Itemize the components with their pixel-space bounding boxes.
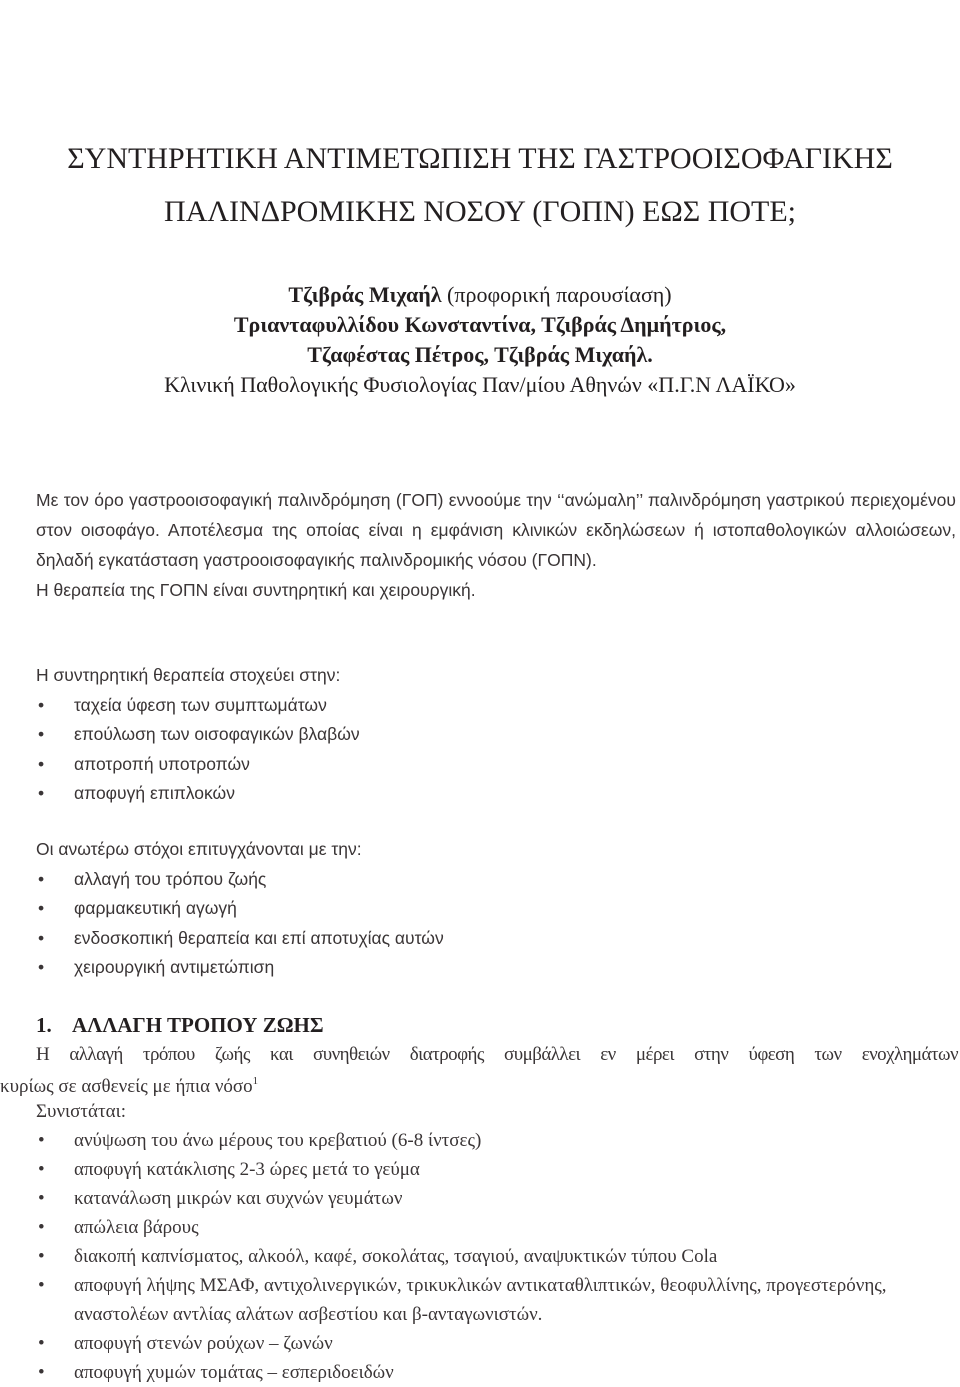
section-1-heading: ΑΛΛΑΓΗ ΤΡΟΠΟΥ ΖΩΗΣ — [72, 1013, 324, 1037]
title-line-1: ΣΥΝΤΗΡΗΤΙΚΗ ΑΝΤΙΜΕΤΩΠΙΣΗ ΤΗΣ ΓΑΣΤΡΟΟΙΣΟΦΑΓΙΚΗΣ — [67, 142, 893, 175]
footnote-marker: 1 — [252, 1075, 259, 1087]
list-item: • αποτροπή υποτροπών — [36, 750, 956, 780]
section-1-text-line-2: κυρίως σε ασθενείς με ήπια νόσο$^1$ — [0, 1075, 259, 1097]
recommendations-list — [36, 1126, 956, 1387]
authors-line-3: Τζαφέστας Πέτρος, Τζιβράς Μιχαήλ. — [307, 342, 653, 367]
presenter-name: Τζιβράς Μιχαήλ — [288, 282, 442, 307]
recommendations-section — [36, 1097, 956, 1387]
intro-section — [36, 485, 956, 605]
presenter-note: (προφορική παρουσίαση) — [441, 282, 672, 307]
authors-block — [0, 280, 960, 400]
list-item: • αποφυγή κατάκλισης 2-3 ώρες μετά το γεύμα — [36, 1155, 956, 1184]
list-item: • αποφυγή χυμών τομάτας – εσπεριδοειδών — [36, 1358, 956, 1387]
affiliation: Κλινική Παθολογικής Φυσιολογίας Παν/μίου Αθηνών «Π.Γ.Ν ΛΑΪΚΟ» — [164, 372, 796, 397]
section-1-text-line-1: Η αλλαγή τρόπου ζωής και συνηθειών διατροφής συμβάλλει εν μέρει στην ύφεση των ενοχλημάτων — [36, 1044, 958, 1065]
recommended-label: Συνιστάται: — [36, 1101, 126, 1122]
list-item: • ανύψωση του άνω μέρους του κρεβατιού (6-8 ίντσες) — [36, 1126, 956, 1155]
section-1-text — [0, 1041, 958, 1100]
list-item: • αλλαγή του τρόπου ζωής — [36, 865, 956, 895]
goals-section — [36, 661, 956, 809]
list-item: • αποφυγή λήψης ΜΣΑΦ, αντιχολινεργικών, τρικυκλικών αντικαταθλιπτικών, θεοφυλλίνης, προγεστερόνης, αναστολέων αντλίας αλάτων ασβεστίου και β-ανταγωνιστών. — [36, 1271, 956, 1329]
list-item: • χειρουργική αντιμετώπιση — [36, 953, 956, 983]
means-section — [36, 835, 956, 983]
list-item: • ενδοσκοπική θεραπεία και επί αποτυχίας αυτών — [36, 924, 956, 954]
section-1-number: 1. — [36, 1013, 52, 1037]
list-item: • φαρμακευτική αγωγή — [36, 894, 956, 924]
list-item: • επούλωση των οισοφαγικών βλαβών — [36, 720, 956, 750]
list-item: • ταχεία ύφεση των συμπτωμάτων — [36, 691, 956, 721]
goals-list — [36, 691, 956, 809]
presenter-line — [0, 280, 960, 310]
therapy-sentence: Η θεραπεία της ΓΟΠΝ είναι συντηρητική και χειρουργική. — [36, 580, 476, 600]
section-1-title — [36, 1011, 324, 1039]
list-item: • αποφυγή επιπλοκών — [36, 779, 956, 809]
goals-heading: Η συντηρητική θεραπεία στοχεύει στην: — [36, 665, 341, 685]
list-item: • διακοπή καπνίσματος, αλκοόλ, καφέ, σοκολάτας, τσαγιού, αναψυκτικών τύπου Cola — [36, 1242, 956, 1271]
title-line-2: ΠΑΛΙΝΔΡΟΜΙΚΗΣ ΝΟΣΟΥ (ΓΟΠΝ) ΕΩΣ ΠΟΤΕ; — [163, 195, 797, 228]
means-heading: Οι ανωτέρω στόχοι επιτυγχάνονται με την: — [36, 839, 362, 859]
means-list — [36, 865, 956, 983]
authors-line-2: Τριανταφυλλίδου Κωνσταντίνα, Τζιβράς Δημήτριος, — [233, 312, 727, 337]
list-item: • κατανάλωση μικρών και συχνών γευμάτων — [36, 1184, 956, 1213]
list-item: • απώλεια βάρους — [36, 1213, 956, 1242]
list-item: • αποφυγή στενών ρούχων – ζωνών — [36, 1329, 956, 1358]
intro-paragraph: Με τον όρο γαστροοισοφαγική παλινδρόμηση (ΓΟΠ) εννοούμε την ‘‘ανώμαλη’’ παλινδρόμηση γαστρικού περιεχομένου στον οισοφάγο. Αποτέλεσμα της οποίας είναι η εμφάνιση κλινικών εκδηλώσεων ή ιστοπαθολογικών αλλοιώσεων, δηλαδή εγκατάσταση γαστροοισοφαγικής παλινδρομικής νόσου (ΓΟΠΝ). — [36, 490, 956, 570]
